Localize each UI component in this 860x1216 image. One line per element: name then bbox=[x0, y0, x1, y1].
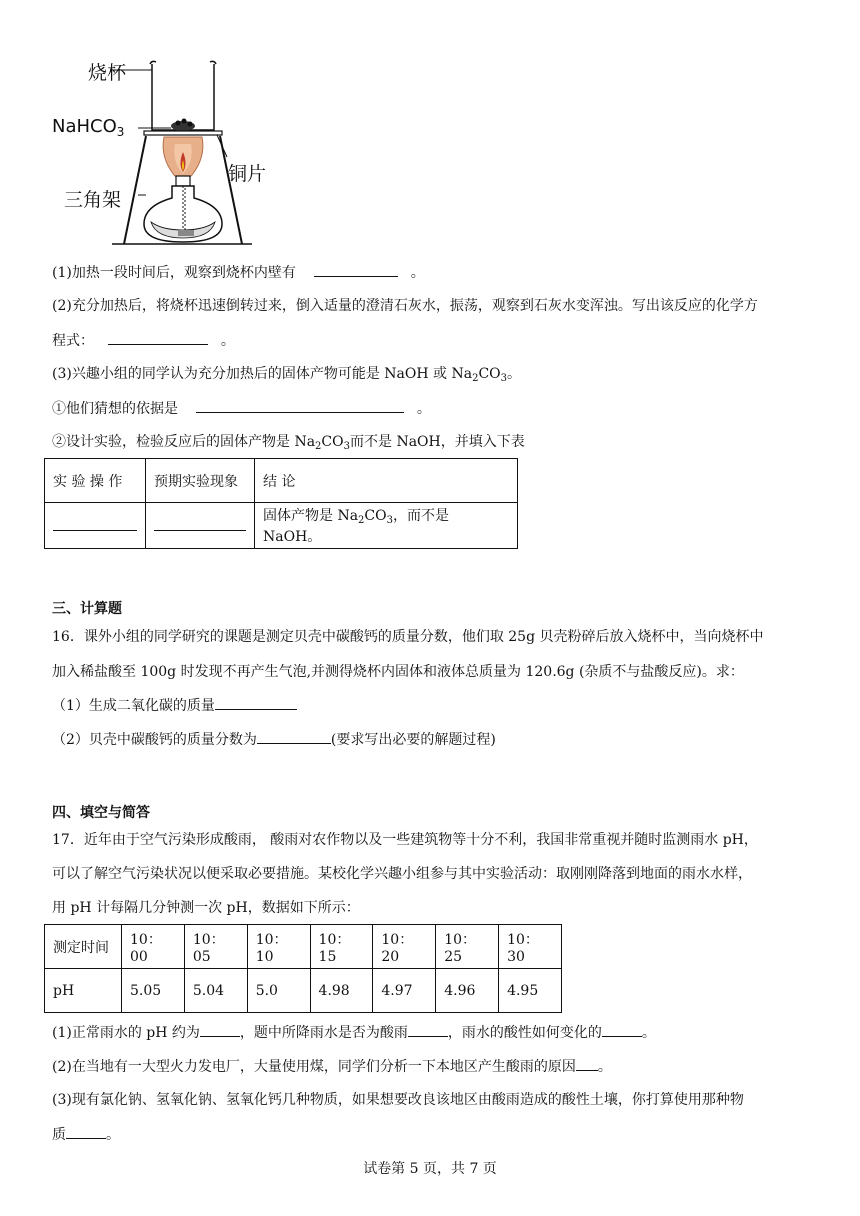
q15-sub1: ①他们猜想的依据是 。 bbox=[52, 398, 820, 419]
time-cell: 10：20 bbox=[373, 925, 436, 969]
copper-plate bbox=[144, 131, 222, 135]
q17-line1: 17．近年由于空气污染形成酸雨， 酸雨对农作物以及一些建筑物等十分不利，我国非常重视并随时监测雨水 pH， bbox=[52, 832, 758, 848]
answer-blank[interactable] bbox=[108, 330, 208, 345]
answer-blank[interactable] bbox=[314, 262, 398, 277]
time-cell: 10：00 bbox=[122, 925, 185, 969]
table-cell-blank[interactable] bbox=[45, 503, 146, 549]
ph-cell: 5.05 bbox=[122, 969, 185, 1013]
q15-sub2: ②设计实验，检验反应后的固体产物是 $Na_2CO_3$而不是 NaOH，并填入下表 bbox=[52, 434, 525, 452]
ph-cell: 4.98 bbox=[310, 969, 373, 1013]
table-header: 实 验 操 作 bbox=[45, 459, 146, 503]
ph-table bbox=[44, 924, 562, 1013]
time-cell: 10：05 bbox=[184, 925, 247, 969]
table-conclusion: 固体产物是 $Na_2CO_3$，而不是 NaOH。 bbox=[255, 503, 518, 549]
answer-blank[interactable] bbox=[576, 1056, 598, 1071]
q17-part3-line1: (3)现有氯化钠、氢氧化钠、氢氧化钙几种物质，如果想要改良该地区由酸雨造成的酸性土壤，你打算使用那种物 bbox=[52, 1092, 744, 1108]
q15-part2-line1: (2)充分加热后，将烧杯迅速倒转过来，倒入适量的澄清石灰水，振荡，观察到石灰水变浑浊。写出该反应的化学方 bbox=[52, 298, 758, 314]
q16-line2: 加入稀盐酸至 100g 时发现不再产生气泡,并测得烧杯内固体和液体总质量为 120.6g (杂质不与盐酸反应)。求： bbox=[52, 664, 744, 680]
label-beaker: 烧杯 bbox=[88, 62, 127, 84]
section-title: 三、计算题 bbox=[52, 601, 122, 617]
answer-blank[interactable] bbox=[215, 695, 297, 710]
answer-blank[interactable] bbox=[200, 1022, 240, 1037]
q17-part1: (1)正常雨水的 pH 约为 ，题中所降雨水是否为酸雨 ，雨水的酸性如何变化的 。 bbox=[52, 1022, 820, 1043]
experiment-table bbox=[44, 458, 518, 549]
ph-cell: 4.95 bbox=[499, 969, 562, 1013]
q17-line2: 可以了解空气污染状况以便采取必要措施。某校化学兴趣小组参与其中实验活动：取刚刚降落到地面的雨水水样， bbox=[52, 866, 752, 882]
time-cell: 10：15 bbox=[310, 925, 373, 969]
ph-cell: 5.04 bbox=[184, 969, 247, 1013]
table-header: 结 论 bbox=[255, 459, 518, 503]
q15-part2-line2: 程式： 。 bbox=[52, 330, 820, 351]
table-header: pH bbox=[45, 969, 122, 1013]
q17-line3: 用 pH 计每隔几分钟测一次 pH，数据如下所示： bbox=[52, 900, 360, 916]
answer-blank[interactable] bbox=[66, 1124, 106, 1139]
section-title: 四、填空与简答 bbox=[52, 805, 150, 821]
ph-cell: 4.97 bbox=[373, 969, 436, 1013]
q16-part1: （1）生成二氧化碳的质量 bbox=[52, 695, 820, 716]
q17-part2: (2)在当地有一大型火力发电厂，大量使用煤，同学们分析一下本地区产生酸雨的原因 。 bbox=[52, 1056, 820, 1077]
ph-cell: 5.0 bbox=[247, 969, 310, 1013]
ph-cell: 4.96 bbox=[436, 969, 499, 1013]
lamp-cap bbox=[176, 176, 190, 186]
q17-part3-line2: 质 。 bbox=[52, 1124, 820, 1145]
table-cell-blank[interactable] bbox=[146, 503, 255, 549]
time-cell: 10：10 bbox=[247, 925, 310, 969]
page-footer: 试卷第 5 页，共 7 页 bbox=[363, 1161, 497, 1177]
answer-blank[interactable] bbox=[257, 729, 331, 744]
table-header: 测定时间 bbox=[45, 925, 122, 969]
q16-line1: 16．课外小组的同学研究的课题是测定贝壳中碳酸钙的质量分数，他们取 25g 贝壳粉碎后放入烧杯中，当向烧杯中 bbox=[52, 629, 764, 645]
answer-blank[interactable] bbox=[602, 1022, 642, 1037]
time-cell: 10：30 bbox=[499, 925, 562, 969]
label-nahco3: NaHCO$_3$ bbox=[52, 116, 125, 139]
answer-blank[interactable] bbox=[196, 398, 404, 413]
q15-part3: (3)兴趣小组的同学认为充分加热后的固体产物可能是 NaOH 或 $Na_2CO_3$。 bbox=[52, 366, 522, 384]
q15-part1: (1)加热一段时间后，观察到烧杯内壁有 。 bbox=[52, 262, 820, 283]
q16-part2: （2）贝壳中碳酸钙的质量分数为 (要求写出必要的解题过程) bbox=[52, 729, 820, 750]
time-cell: 10：25 bbox=[436, 925, 499, 969]
label-tripod: 三角架 bbox=[64, 189, 122, 211]
answer-blank[interactable] bbox=[408, 1022, 448, 1037]
label-copper: 铜片 bbox=[228, 163, 267, 185]
table-header: 预期实验现象 bbox=[146, 459, 255, 503]
